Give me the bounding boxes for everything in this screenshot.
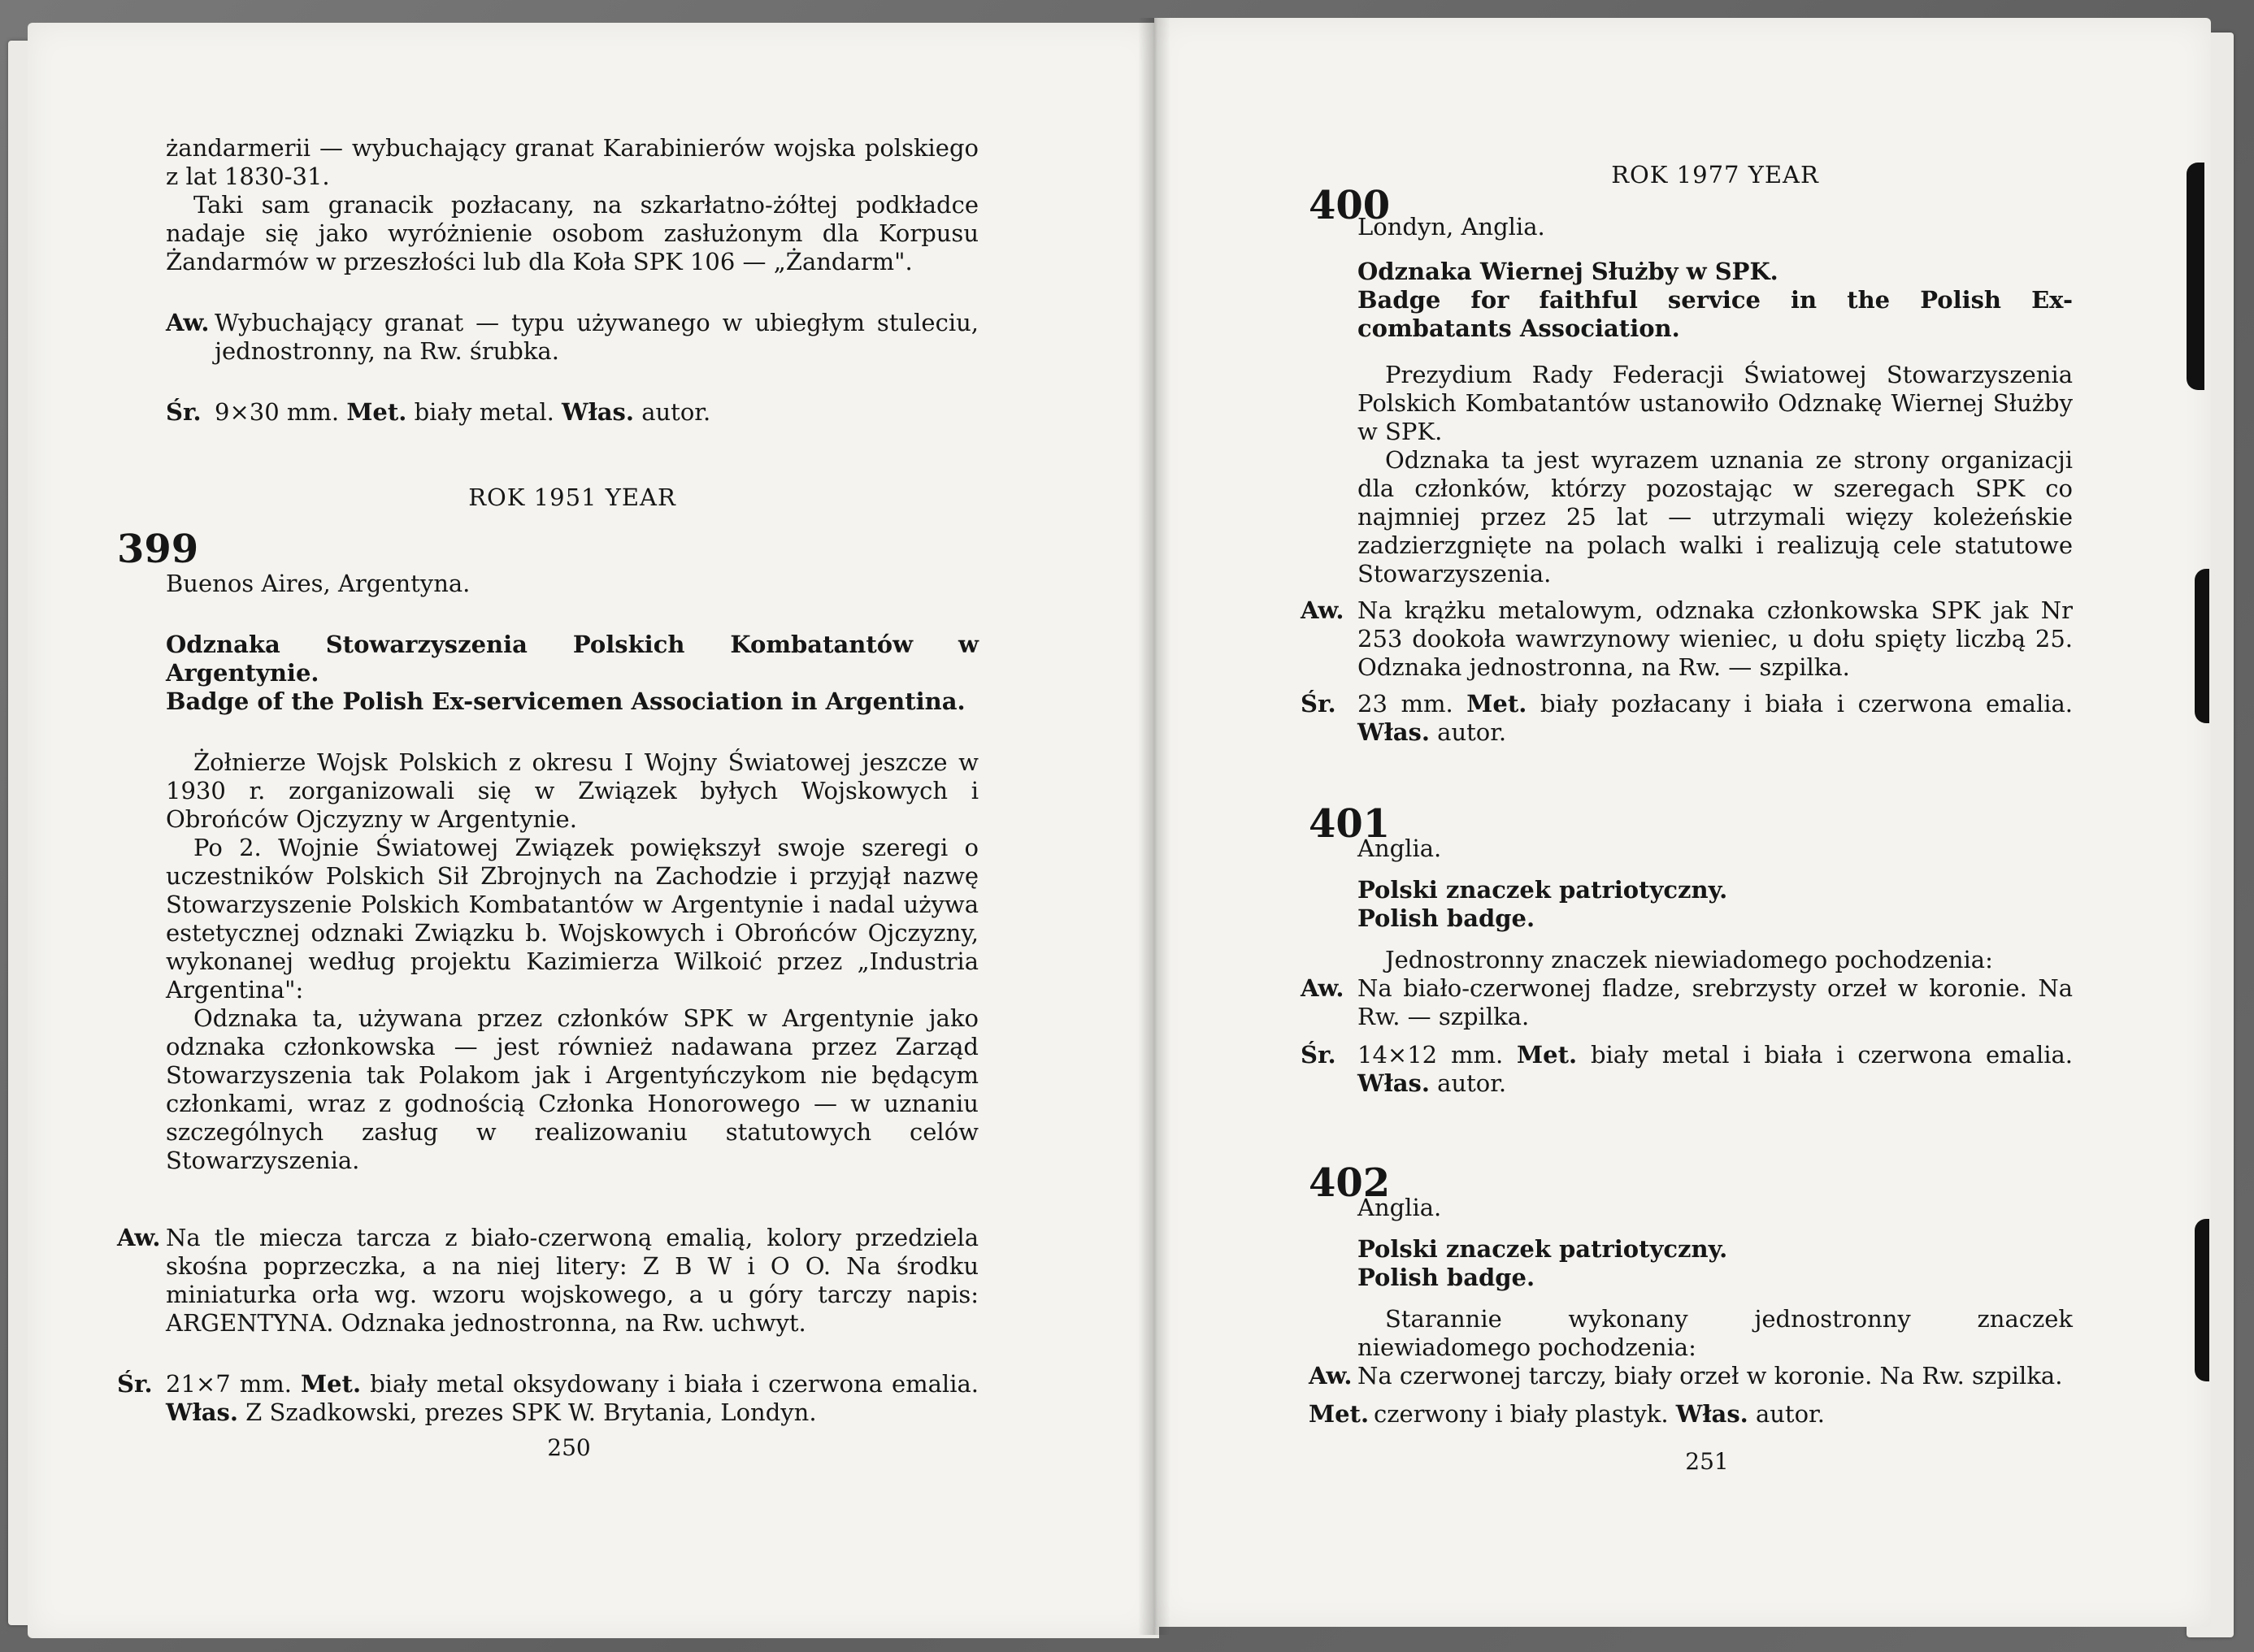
entry-number: 402 bbox=[1309, 1160, 1391, 1206]
material: biały metal i biała i czerwona emalia. bbox=[1590, 1041, 2074, 1069]
aw-line bbox=[1301, 596, 2073, 682]
aw-label: Aw. bbox=[1309, 1362, 1353, 1390]
met-label: Met. bbox=[346, 398, 407, 426]
entry-number: 401 bbox=[1309, 801, 1391, 847]
entry-paragraph: Odznaka ta, używana przez członków SPK w Argentynie jako odznaka członkowska — jest również nadawana przez Zarząd Stowarzyszenia tak Polakom jak i Argentyńczykom nie będącym członkami, wraz z godnością Członka Honorowego — w uznaniu szczególnych zasług w realizowaniu statutowych celów Stowarzyszenia. bbox=[166, 1004, 979, 1174]
index-tab bbox=[2195, 569, 2209, 723]
page-number: 251 bbox=[1685, 1448, 1729, 1475]
sr-line bbox=[1301, 1041, 2073, 1098]
met-text bbox=[1374, 1400, 2073, 1429]
material: biały metal oksydowany i biała i czerwona emalia. bbox=[370, 1370, 979, 1398]
sr-label: Śr. bbox=[117, 1370, 153, 1398]
entry-title-en: Polish badge. bbox=[1357, 904, 1535, 932]
intro-paragraph: żandarmerii — wybuchający granat Karabinierów wojska polskiego z lat 1830-31. bbox=[166, 134, 979, 190]
aw-line bbox=[1301, 974, 2073, 1031]
aw-label: Aw. bbox=[1301, 596, 1344, 624]
entry-paragraph: Żołnierze Wojsk Polskich z okresu I Wojny Światowej jeszcze w 1930 r. zorganizowali się w Związek byłych Wojskowych i Obrońców Ojczyzny w Argentynie. bbox=[166, 748, 979, 833]
aw-line bbox=[166, 309, 979, 366]
entry-number: 400 bbox=[1309, 183, 1391, 228]
right-column bbox=[1301, 161, 2074, 1429]
sr-line bbox=[1301, 690, 2073, 747]
material: biały pozłacany i biała i czerwona emalia. bbox=[1540, 690, 2074, 718]
sr-size: 21×7 mm. bbox=[166, 1370, 292, 1398]
entry-place: Buenos Aires, Argentyna. bbox=[166, 570, 471, 597]
sr-text bbox=[215, 398, 979, 427]
wlas-label: Włas. bbox=[1675, 1400, 1748, 1428]
entry-paragraph: Po 2. Wojnie Światowej Związek powiększył swoje szeregi o uczestników Polskich Sił Zbrojnych na Zachodzie i przyjął nazwę Stowarzyszenie Polskich Kombatantów w Argentynie i nadal używa estetycznej odznaki Związku b. Wojskowych i Obrońców Ojczyzny, wykonanej według projektu Kazimierza Wilkoić przez „Industria Argentina": bbox=[166, 834, 979, 1004]
wlas-label: Włas. bbox=[1357, 718, 1430, 746]
sr-text bbox=[1357, 690, 2073, 747]
met-label: Met. bbox=[1466, 690, 1527, 718]
entry-place: Londyn, Anglia. bbox=[1357, 213, 1545, 241]
entry-paragraph: Odznaka ta jest wyrazem uznania ze strony organizacji dla członków, którzy pozostając w szeregach SPK co najmniej przez 25 lat — utrzymali więzy koleżeńskie zadzierzgnięte na polach walki i realizują cele statutowe Stowarzyszenia. bbox=[1357, 446, 2073, 588]
entry-place: Anglia. bbox=[1357, 1194, 1442, 1221]
met-label: Met. bbox=[1517, 1041, 1578, 1069]
entry-paragraph: Jednostronny znaczek niewiadomego pochodzenia: bbox=[1385, 946, 1993, 973]
index-tab bbox=[2187, 163, 2204, 390]
sr-size: 9×30 mm. bbox=[215, 398, 340, 426]
aw-text: Na biało-czerwonej fladze, srebrzysty orzeł w koronie. Na Rw. — szpilka. bbox=[1357, 974, 2073, 1030]
sr-label: Śr. bbox=[166, 398, 202, 426]
sr-label: Śr. bbox=[1301, 690, 1336, 718]
year-heading: ROK 1951 YEAR bbox=[468, 483, 676, 511]
entry-title-pl: Odznaka Wiernej Służby w SPK. bbox=[1357, 258, 1778, 285]
owner: autor. bbox=[1437, 1069, 1507, 1097]
entry-title-en: Badge for faithful service in the Polish Ex-combatants Association. bbox=[1357, 286, 2073, 342]
aw-label: Aw. bbox=[1301, 974, 1344, 1002]
owner: autor. bbox=[641, 398, 711, 426]
entry-number: 399 bbox=[117, 527, 199, 572]
year-heading: ROK 1977 YEAR bbox=[1611, 161, 1819, 189]
intro-paragraph: Taki sam granacik pozłacany, na szkarłatno-żółtej podkładce nadaje się jako wyróżnienie osobom zasłużonym dla Korpusu Żandarmów w przeszłości lub dla Koła SPK 106 — „Żandarm". bbox=[166, 191, 979, 275]
entry-paragraph: Starannie wykonany jednostronny znaczek niewiadomego pochodzenia: bbox=[1357, 1305, 2073, 1361]
material: czerwony i biały plastyk. bbox=[1374, 1400, 1669, 1428]
met-label: Met. bbox=[301, 1370, 362, 1398]
sr-label: Śr. bbox=[1301, 1041, 1336, 1069]
material: biały metal. bbox=[414, 398, 554, 426]
owner: autor. bbox=[1755, 1400, 1825, 1428]
left-column bbox=[117, 134, 979, 1427]
sr-text bbox=[1357, 1041, 2073, 1098]
sr-line bbox=[166, 398, 979, 427]
entry-title-pl: Polski znaczek patriotyczny. bbox=[1357, 1235, 1728, 1263]
aw-line bbox=[1309, 1362, 2073, 1390]
wlas-label: Włas. bbox=[166, 1398, 238, 1426]
wlas-label: Włas. bbox=[562, 398, 634, 426]
entry-title-en: Badge of the Polish Ex-servicemen Association in Argentina. bbox=[166, 687, 966, 715]
entry-title-pl: Odznaka Stowarzyszenia Polskich Kombatantów w Argentynie. bbox=[166, 631, 979, 687]
sr-line bbox=[117, 1370, 979, 1427]
entry-title-en: Polish badge. bbox=[1357, 1264, 1535, 1291]
page-number: 250 bbox=[547, 1434, 591, 1461]
aw-text: Wybuchający granat — typu używanego w ubiegłym stuleciu, jednostronny, na Rw. śrubka. bbox=[215, 309, 979, 365]
sr-size: 14×12 mm. bbox=[1357, 1041, 1504, 1069]
aw-line bbox=[117, 1224, 979, 1338]
aw-text: Na czerwonej tarczy, biały orzeł w koronie. Na Rw. szpilka. bbox=[1357, 1362, 2063, 1390]
entry-title-pl: Polski znaczek patriotyczny. bbox=[1357, 876, 1728, 904]
entry-paragraph: Prezydium Rady Federacji Światowej Stowarzyszenia Polskich Kombatantów ustanowiło Odznakę Wiernej Służby w SPK. bbox=[1357, 361, 2073, 445]
book-gutter bbox=[1138, 18, 1170, 1635]
index-tab bbox=[2195, 1219, 2209, 1381]
sr-text bbox=[166, 1370, 979, 1427]
aw-label: Aw. bbox=[166, 309, 210, 336]
met-label: Met. bbox=[1309, 1400, 1370, 1428]
wlas-label: Włas. bbox=[1357, 1069, 1430, 1097]
met-line bbox=[1309, 1400, 2073, 1429]
owner: autor. bbox=[1437, 718, 1507, 746]
sr-size: 23 mm. bbox=[1357, 690, 1453, 718]
aw-text: Na krążku metalowym, odznaka członkowska SPK jak Nr 253 dookoła wawrzynowy wieniec, u dołu spięty liczbą 25. Odznaka jednostronna, na Rw. — szpilka. bbox=[1357, 596, 2073, 681]
aw-text: Na tle miecza tarcza z biało-czerwoną emalią, kolory przedziela skośna poprzeczka, a na niej litery: Z B W i O O. Na środku miniaturka orła wg. wzoru wojskowego, a u góry tarczy napis: ARGENTYNA. Odznaka jednostronna, na Rw. uchwyt. bbox=[166, 1224, 979, 1337]
aw-label: Aw. bbox=[117, 1224, 161, 1251]
owner: Z Szadkowski, prezes SPK W. Brytania, Londyn. bbox=[245, 1398, 817, 1426]
entry-place: Anglia. bbox=[1357, 835, 1442, 862]
